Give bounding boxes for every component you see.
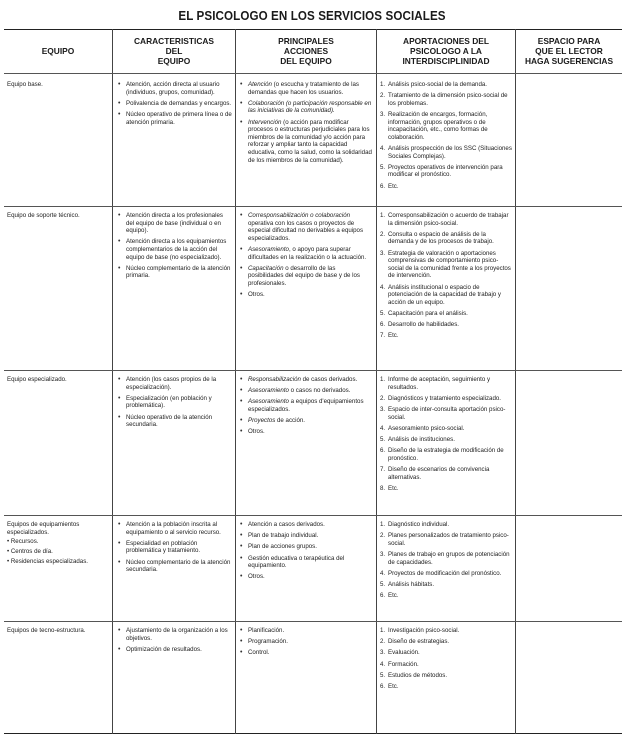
- item-text: Capacitación para el análisis.: [388, 309, 468, 317]
- list-item: • Ajustamiento de la organización a los objetivos.: [118, 627, 232, 642]
- caracteristicas-cell: [118, 212, 232, 284]
- action-emphasis: Proyectos: [248, 417, 276, 425]
- list-item: [240, 649, 372, 657]
- item-number: 5.: [380, 580, 386, 588]
- list-item: [240, 81, 372, 96]
- item-number: 6.: [380, 592, 386, 600]
- list-item: [380, 425, 512, 433]
- list-item: [240, 376, 372, 384]
- list-item: • Núcleo operativo de la atención secundaria.: [118, 414, 232, 429]
- action-text: Programación.: [248, 638, 288, 646]
- list-item: • Atención directa a los profesionales del equipo de base (individual o en equipo).: [118, 212, 232, 235]
- list-item: [240, 417, 372, 425]
- equipo-cell: [7, 376, 110, 386]
- equipo-cell: [7, 81, 110, 91]
- header-equipo: EQUIPO: [41, 46, 75, 56]
- action-text: Control.: [248, 649, 270, 657]
- action-emphasis: Asesoramiento: [248, 398, 289, 406]
- action-text: de casos derivados.: [300, 376, 358, 383]
- item-number: 5.: [380, 309, 386, 317]
- item-text: Asesoramiento psico-social.: [388, 424, 465, 432]
- action-text: de acción.: [275, 417, 306, 425]
- item-text: Tratamiento de la dimensión psico-social de los problemas.: [388, 92, 508, 107]
- item-number: 2.: [380, 92, 386, 100]
- item-number: 5.: [380, 435, 386, 443]
- equipo-line: • Centros de día.: [7, 548, 53, 556]
- item-text: Análisis psico-social de la demanda.: [388, 81, 487, 88]
- acciones-list: [240, 81, 372, 164]
- action-text: operativa con los casos o proyectos de especial dificultad no derivables a equipos especializados.: [248, 219, 364, 242]
- action-text: Atención a casos derivados.: [248, 521, 325, 528]
- equipo-line: Equipo base.: [7, 81, 43, 88]
- item-text: Etc.: [388, 182, 399, 190]
- aportaciones-list: [380, 627, 512, 691]
- caracteristicas-list: [118, 376, 232, 429]
- action-text: o desarrollo de las posibilidades del equipo de base y de los profesionales.: [248, 264, 360, 287]
- item-text: Análisis hábitats.: [388, 580, 435, 588]
- item-text: Diseño de estrategias.: [388, 638, 450, 646]
- list-item: [380, 231, 512, 246]
- equipo-list: [7, 212, 110, 220]
- list-item: • Polivalencia de demandas y encargos.: [118, 100, 232, 108]
- action-text: Plan de acciones grupos.: [248, 543, 317, 551]
- item-number: 4.: [380, 144, 386, 152]
- item-number: 2.: [380, 532, 386, 540]
- list-item: [380, 212, 512, 227]
- list-item: [380, 310, 512, 318]
- item-number: 2.: [380, 230, 386, 238]
- equipo-cell: [7, 627, 110, 637]
- list-item: [380, 672, 512, 680]
- item-number: 6.: [380, 682, 386, 690]
- item-number: 4.: [380, 424, 386, 432]
- item-text: Formación.: [388, 660, 419, 668]
- list-item: [240, 265, 372, 288]
- list-item: [380, 683, 512, 691]
- list-item: [380, 661, 512, 669]
- item-text: Informe de aceptación, seguimiento y resultados.: [388, 376, 491, 391]
- list-item: [380, 532, 512, 547]
- item-number: 7.: [380, 465, 386, 473]
- action-emphasis: Asesoramiento: [248, 245, 289, 253]
- action-text: Plan de trabajo individual.: [248, 532, 319, 540]
- list-item: [380, 321, 512, 329]
- header-sugerencias: ESPACIO PARA QUE EL LECTOR HAGA SUGERENCIAS: [524, 36, 614, 66]
- list-item: [380, 250, 512, 280]
- list-item: [240, 398, 372, 413]
- caracteristicas-cell: [118, 81, 232, 130]
- action-emphasis: Corresponsabilización o colaboración: [248, 212, 351, 219]
- acciones-cell: [240, 521, 372, 585]
- acciones-list: [240, 627, 372, 657]
- equipo-line: Equipos de equipamientos especializados.: [7, 521, 80, 536]
- list-item: [240, 627, 372, 635]
- list-item: [240, 291, 372, 299]
- list-item: [380, 521, 512, 529]
- list-item: • Núcleo complementario de la atención primaria.: [118, 265, 232, 280]
- list-item: [380, 581, 512, 589]
- list-item: [240, 246, 372, 261]
- action-text: Otros.: [248, 428, 265, 436]
- action-text: Otros.: [248, 573, 265, 581]
- header-divider: [4, 73, 622, 74]
- equipo-list: [7, 627, 110, 635]
- caracteristicas-list: [118, 627, 232, 653]
- list-item: • Atención a la población inscrita al equipamiento o al servicio recurso.: [118, 521, 232, 536]
- item-text: Etc.: [388, 592, 399, 600]
- item-number: 3.: [380, 110, 386, 118]
- header-caracteristicas: CARACTERISTICAS DEL EQUIPO: [133, 36, 215, 66]
- equipo-line: Equipo especializado.: [7, 376, 67, 383]
- list-item: [380, 145, 512, 160]
- equipo-line: Equipo de soporte técnico.: [7, 212, 80, 219]
- item-number: 5.: [380, 671, 386, 679]
- aportaciones-cell: [380, 376, 512, 496]
- page-title: EL PSICOLOGO EN LOS SERVICIOS SOCIALES: [178, 9, 446, 23]
- item-text: Estudios de métodos.: [388, 671, 448, 679]
- row-divider: [4, 370, 622, 371]
- list-item: [240, 555, 372, 570]
- row-divider: [4, 515, 622, 516]
- item-text: Planes personalizados de tratamiento psico-social.: [388, 532, 509, 547]
- list-item: [240, 387, 372, 395]
- aportaciones-cell: [380, 521, 512, 603]
- list-item: • Atención directa a los equipamientos complementarios de la acción del equipo de base (no especializado).: [118, 238, 232, 261]
- action-text: Otros.: [248, 291, 265, 299]
- item-text: Evaluación.: [388, 649, 420, 657]
- item-number: 2.: [380, 638, 386, 646]
- acciones-list: [240, 521, 372, 581]
- aportaciones-cell: [380, 212, 512, 343]
- column-divider: [235, 29, 236, 734]
- list-item: [240, 119, 372, 165]
- equipo-list: [7, 81, 110, 89]
- column-divider: [376, 29, 377, 734]
- aportaciones-list: [380, 521, 512, 600]
- list-item: • Núcleo complementario de la atención secundaria.: [118, 559, 232, 574]
- list-item: [380, 485, 512, 493]
- list-item: • Optimización de resultados.: [118, 646, 232, 654]
- item-number: 4.: [380, 283, 386, 291]
- list-item: [380, 183, 512, 191]
- item-number: 4.: [380, 660, 386, 668]
- column-divider: [112, 29, 113, 734]
- list-item: [380, 466, 512, 481]
- acciones-cell: [240, 212, 372, 302]
- list-item: [380, 81, 512, 89]
- list-item: [380, 592, 512, 600]
- row-divider: [4, 206, 622, 207]
- list-item: • Especialidad en población problemática y tratamiento.: [118, 540, 232, 555]
- item-number: 7.: [380, 332, 386, 340]
- list-item: • Atención (los casos propios de la especialización).: [118, 376, 232, 391]
- item-number: 3.: [380, 405, 386, 413]
- item-number: 2.: [380, 394, 386, 402]
- equipo-cell: [7, 521, 110, 568]
- list-item: [380, 570, 512, 578]
- equipo-line: • Residencias especializadas.: [7, 557, 88, 565]
- list-item: • Atención, acción directa al usuario (individuos, grupos, comunidad).: [118, 81, 232, 96]
- action-emphasis: Responsabilización: [248, 376, 301, 383]
- list-item: [380, 284, 512, 307]
- list-item: [380, 436, 512, 444]
- list-item: [240, 100, 372, 115]
- list-item: [380, 447, 512, 462]
- item-text: Diseño de escenarios de convivencia alternativas.: [388, 465, 490, 481]
- item-text: Análisis institucional o espacio de potenciación de la capacidad de trabajo y acción de un equipo.: [388, 283, 501, 306]
- list-item: [240, 573, 372, 581]
- list-item: [380, 332, 512, 340]
- acciones-cell: [240, 627, 372, 661]
- action-text: Gestión educativa o terapéutica del equipamiento.: [248, 554, 345, 570]
- caracteristicas-list: [118, 212, 232, 280]
- caracteristicas-cell: [118, 376, 232, 432]
- header-aportaciones: APORTACIONES DEL PSICOLOGO A LA INTERDISCIPLINIDAD: [402, 36, 490, 66]
- item-number: 3.: [380, 649, 386, 657]
- list-item: [240, 212, 372, 242]
- item-text: Espacio de inter-consulta aportación psico-social.: [388, 405, 506, 421]
- list-item: [380, 395, 512, 403]
- item-text: Proyectos de modificación del pronóstico.: [388, 569, 502, 577]
- item-text: Estrategia de valoración o aportaciones comprensivas de comportamiento psico-social de la comunidad frente a los proyectos de intervención.: [388, 249, 511, 280]
- acciones-list: [240, 212, 372, 299]
- list-item: [380, 92, 512, 107]
- list-item: [380, 376, 512, 391]
- list-item: [380, 164, 512, 179]
- caracteristicas-list: [118, 81, 232, 126]
- item-number: 1.: [380, 81, 386, 88]
- equipo-cell: [7, 212, 110, 222]
- action-emphasis: Capacitación: [248, 264, 284, 272]
- action-emphasis: Colaboración (o participación responsable en las iniciativas de la comunidad).: [248, 99, 372, 115]
- item-text: Etc.: [388, 332, 399, 340]
- item-number: 1.: [380, 376, 386, 383]
- item-number: 3.: [380, 249, 386, 257]
- item-number: 6.: [380, 182, 386, 190]
- item-number: 5.: [380, 163, 386, 171]
- item-text: Análisis de instituciones.: [388, 435, 455, 443]
- caracteristicas-cell: [118, 627, 232, 657]
- item-text: Proyectos operativos de intervención para modificar el pronóstico.: [388, 163, 503, 179]
- caracteristicas-list: [118, 521, 232, 574]
- item-number: 6.: [380, 447, 386, 455]
- item-number: 6.: [380, 321, 386, 329]
- list-item: [380, 551, 512, 566]
- column-divider: [515, 29, 516, 734]
- acciones-cell: [240, 81, 372, 168]
- item-number: 8.: [380, 484, 386, 492]
- list-item: [240, 543, 372, 551]
- caracteristicas-cell: [118, 521, 232, 577]
- list-item: [380, 638, 512, 646]
- item-text: Diseño de la estrategia de modificación de pronóstico.: [388, 447, 504, 462]
- acciones-cell: [240, 376, 372, 440]
- list-item: [380, 406, 512, 421]
- item-number: 4.: [380, 569, 386, 577]
- equipo-line: Equipos de tecno-estructura.: [7, 627, 86, 634]
- action-text: (o acción para modificar procesos o estructuras perjudiciales para los miembros de la comunidad y/o acción para reforzar y ampliar tanto la capacidad educativa, como la salud, como la solidaridad de los miembros de la comunidad).: [248, 118, 372, 164]
- action-text: a equipos d'equipamientos especializados.: [248, 398, 364, 413]
- item-text: Planes de trabajo en grupos de potenciación de capacidades.: [388, 550, 510, 566]
- item-text: Diagnóstico individual.: [388, 521, 450, 528]
- action-text: Planificación.: [248, 627, 285, 634]
- item-number: 1.: [380, 521, 386, 528]
- list-item: [240, 638, 372, 646]
- item-number: 1.: [380, 212, 386, 219]
- list-item: [380, 627, 512, 635]
- action-text: , o apoyo para superar dificultades en la realización o la actuación.: [248, 245, 367, 261]
- aportaciones-cell: [380, 81, 512, 194]
- item-number: 1.: [380, 627, 386, 634]
- list-item: • Especialización (en población y problemática).: [118, 395, 232, 410]
- header-acciones: PRINCIPALES ACCIONES DEL EQUIPO: [278, 36, 334, 66]
- aportaciones-list: [380, 81, 512, 190]
- item-text: Corresponsabilización o acuerdo de trabajar la dimensión psico-social.: [388, 212, 509, 227]
- item-text: Investigación psico-social.: [388, 627, 460, 634]
- row-divider: [4, 621, 622, 622]
- item-text: Análisis prospección de los SSC (Situaciones Sociales Complejas).: [388, 144, 512, 160]
- list-item: [380, 111, 512, 141]
- action-text: o casos no derivados.: [288, 387, 351, 395]
- item-text: Diagnósticos y tratamiento especializado.: [388, 394, 501, 402]
- acciones-list: [240, 376, 372, 436]
- list-item: [240, 428, 372, 436]
- equipo-list: [7, 376, 110, 384]
- equipo-line: • Recursos.: [7, 538, 39, 546]
- item-text: Realización de encargos, formación, información, grupos operativos o de incapacitación, etc., como formas de colaboración.: [388, 110, 488, 141]
- aportaciones-list: [380, 212, 512, 340]
- list-item: [380, 649, 512, 657]
- item-number: 3.: [380, 550, 386, 558]
- equipo-list: [7, 521, 110, 566]
- list-item: • Núcleo operativo de primera línea o de atención primaria.: [118, 111, 232, 126]
- aportaciones-cell: [380, 627, 512, 694]
- item-text: Etc.: [388, 682, 399, 690]
- list-item: [240, 521, 372, 529]
- action-emphasis: Intervención: [248, 118, 282, 126]
- list-item: [240, 532, 372, 540]
- action-emphasis: Asesoramiento: [248, 387, 289, 395]
- item-text: Desarrollo de habilidades.: [388, 321, 460, 329]
- item-text: Etc.: [388, 484, 399, 492]
- aportaciones-list: [380, 376, 512, 492]
- action-text: (o escucha y tratamiento de las demandas que hacen los usuarios.: [248, 81, 359, 96]
- item-text: Consulta o espacio de análisis de la demanda y de los procesos de trabajo.: [388, 230, 494, 246]
- action-emphasis: Atención: [248, 81, 272, 88]
